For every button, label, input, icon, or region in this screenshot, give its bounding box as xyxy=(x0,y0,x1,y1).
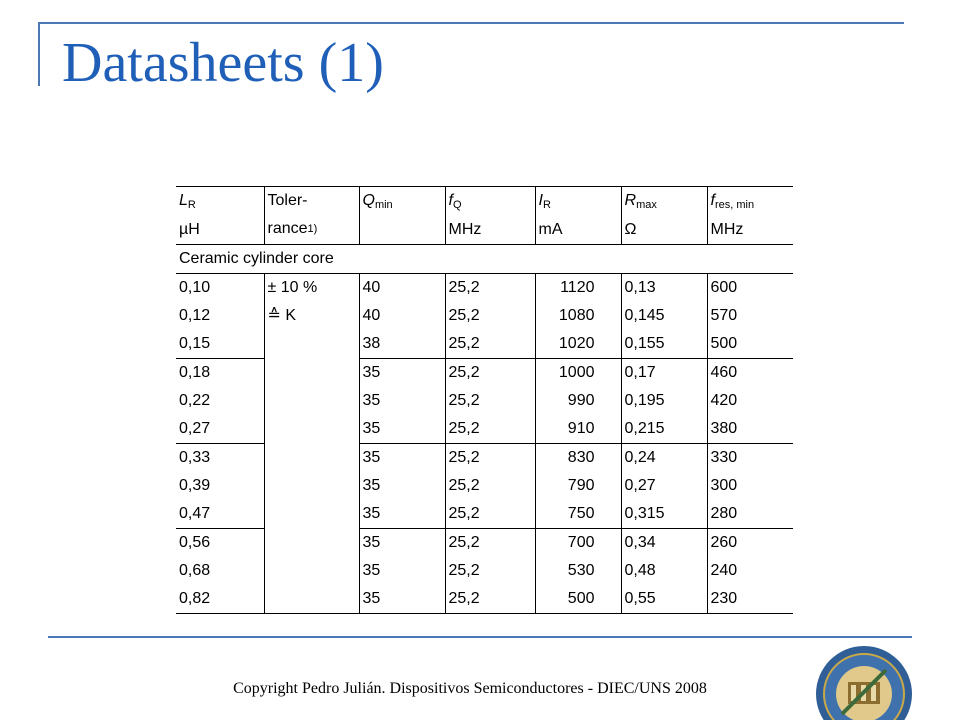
table-cell: 1000 xyxy=(535,359,621,388)
title-rule-left xyxy=(38,22,40,86)
datasheet-table xyxy=(176,186,793,614)
header-unit: µH xyxy=(179,221,200,238)
table-cell: 35 xyxy=(359,387,445,415)
header-subscript: res, min xyxy=(714,199,755,211)
tolerance-cell: ≙ K xyxy=(264,302,359,330)
table-cell: 1120 xyxy=(535,274,621,303)
table-cell: 35 xyxy=(359,444,445,473)
table-cell: 25,2 xyxy=(445,359,535,388)
table-cell: 0,15 xyxy=(176,330,264,359)
header-symbol: f xyxy=(710,192,715,209)
section-row xyxy=(176,245,793,274)
table-cell: 35 xyxy=(359,585,445,614)
table-row xyxy=(176,359,793,388)
tolerance-cell xyxy=(264,585,359,614)
table-cell: 910 xyxy=(535,415,621,444)
header-unit: rance xyxy=(267,220,308,237)
table-cell: 25,2 xyxy=(445,444,535,473)
table-cell: 0,48 xyxy=(621,557,707,585)
table-cell: 500 xyxy=(535,585,621,614)
tolerance-cell xyxy=(264,387,359,415)
table-cell: 0,39 xyxy=(176,472,264,500)
table-cell: 35 xyxy=(359,557,445,585)
copyright-footer: Copyright Pedro Julián. Dispositivos Semiconductores - DIEC/UNS 2008 xyxy=(233,680,707,697)
header-subscript: R xyxy=(542,199,551,211)
table-row xyxy=(176,415,793,444)
table-cell: 0,56 xyxy=(176,529,264,558)
table-cell: 1080 xyxy=(535,302,621,330)
table-cell: 790 xyxy=(535,472,621,500)
table-cell: 25,2 xyxy=(445,529,535,558)
table-cell: 0,315 xyxy=(621,500,707,529)
table-cell: 35 xyxy=(359,359,445,388)
table-cell: 700 xyxy=(535,529,621,558)
table-cell: 0,34 xyxy=(621,529,707,558)
table-cell: 25,2 xyxy=(445,557,535,585)
table-cell: 0,55 xyxy=(621,585,707,614)
table-cell: 240 xyxy=(710,562,738,579)
table-cell: 35 xyxy=(359,472,445,500)
tolerance-cell xyxy=(264,444,359,473)
table-cell: 0,12 xyxy=(176,302,264,330)
header-cell xyxy=(621,187,707,245)
table-cell: 25,2 xyxy=(445,415,535,444)
tolerance-cell xyxy=(264,330,359,359)
tolerance-cell: ± 10 % xyxy=(264,274,359,303)
table-cell: 25,2 xyxy=(445,585,535,614)
header-cell xyxy=(176,187,264,245)
header-unit: MHz xyxy=(710,221,744,238)
table-cell: 0,155 xyxy=(621,330,707,359)
table-cell: 330 xyxy=(707,444,793,473)
table-row xyxy=(176,557,793,585)
table-cell: 830 xyxy=(535,444,621,473)
table-cell: 460 xyxy=(707,359,793,388)
header-cell xyxy=(707,187,793,245)
table-cell: 25,2 xyxy=(445,387,535,415)
title-rule-top xyxy=(40,22,904,24)
header-subscript: min xyxy=(374,199,393,211)
header-symbol: R xyxy=(624,192,637,209)
table-cell: 0,22 xyxy=(176,387,264,415)
page-title: Datasheets (1) xyxy=(62,32,384,94)
table-cell: 230 xyxy=(707,585,793,614)
header-symbol: f xyxy=(448,192,453,209)
table-cell: 420 xyxy=(710,392,738,409)
table-cell: 38 xyxy=(359,330,445,359)
table-cell: 380 xyxy=(707,415,793,444)
header-subscript: Q xyxy=(452,199,462,211)
tolerance-cell xyxy=(264,472,359,500)
header-unit: MHz xyxy=(448,221,482,238)
tolerance-cell xyxy=(264,500,359,529)
table-row xyxy=(176,274,793,303)
table-cell: 25,2 xyxy=(445,330,535,359)
header-cell xyxy=(264,187,359,245)
header-symbol: L xyxy=(179,192,188,209)
table-cell: 40 xyxy=(359,274,445,303)
table-cell: 300 xyxy=(710,477,738,494)
header-unit: mA xyxy=(538,221,563,238)
header-footnote-mark: 1) xyxy=(307,223,318,235)
tolerance-cell xyxy=(264,557,359,585)
header-symbol: Toler- xyxy=(267,192,308,209)
table-cell: 0,82 xyxy=(176,585,264,614)
table-cell: 0,18 xyxy=(176,359,264,388)
table-cell: 0,145 xyxy=(621,302,707,330)
table-cell: 600 xyxy=(710,279,738,296)
tolerance-cell xyxy=(264,359,359,388)
table-cell: 0,24 xyxy=(621,444,707,473)
table-cell: 35 xyxy=(359,529,445,558)
header-subscript: R xyxy=(187,199,196,211)
table-cell: 0,27 xyxy=(621,472,707,500)
table-cell: 530 xyxy=(535,557,621,585)
table-row xyxy=(176,302,793,330)
table-row xyxy=(176,330,793,359)
table-cell: 25,2 xyxy=(445,274,535,303)
table-row xyxy=(176,444,793,473)
header-cell xyxy=(535,187,621,245)
header-cell xyxy=(359,187,445,245)
table-cell: 260 xyxy=(707,529,793,558)
table-cell: 0,68 xyxy=(176,557,264,585)
table-row xyxy=(176,529,793,558)
header-cell xyxy=(445,187,535,245)
table-cell: 25,2 xyxy=(445,302,535,330)
table-cell: 990 xyxy=(535,387,621,415)
table-cell: 35 xyxy=(359,500,445,529)
table-cell: 0,13 xyxy=(621,274,707,303)
table-cell: 0,27 xyxy=(176,415,264,444)
header-symbol: I xyxy=(538,192,543,209)
table-cell: 40 xyxy=(359,302,445,330)
university-seal-icon xyxy=(814,644,914,720)
table-cell: 0,215 xyxy=(621,415,707,444)
table-cell: 35 xyxy=(359,415,445,444)
table-cell: 280 xyxy=(707,500,793,529)
table-cell: 0,47 xyxy=(176,500,264,529)
table-cell: 750 xyxy=(535,500,621,529)
footer-rule xyxy=(48,636,912,638)
tolerance-cell xyxy=(264,529,359,558)
table-cell: 0,10 xyxy=(176,274,264,303)
table-cell: 0,33 xyxy=(176,444,264,473)
table-cell: 25,2 xyxy=(445,500,535,529)
table-cell: 1020 xyxy=(535,330,621,359)
table-row xyxy=(176,472,793,500)
header-row xyxy=(176,187,793,245)
table-row xyxy=(176,585,793,614)
table-cell: 570 xyxy=(710,307,738,324)
table-cell: 25,2 xyxy=(445,472,535,500)
table-cell: 0,195 xyxy=(621,387,707,415)
table-row xyxy=(176,387,793,415)
table-row xyxy=(176,500,793,529)
header-subscript: max xyxy=(636,199,657,211)
header-symbol: Q xyxy=(362,192,375,209)
tolerance-cell xyxy=(264,415,359,444)
table-cell: 0,17 xyxy=(621,359,707,388)
header-unit: Ω xyxy=(624,221,637,238)
table-cell: 500 xyxy=(707,330,793,359)
section-label: Ceramic cylinder core xyxy=(176,245,793,274)
